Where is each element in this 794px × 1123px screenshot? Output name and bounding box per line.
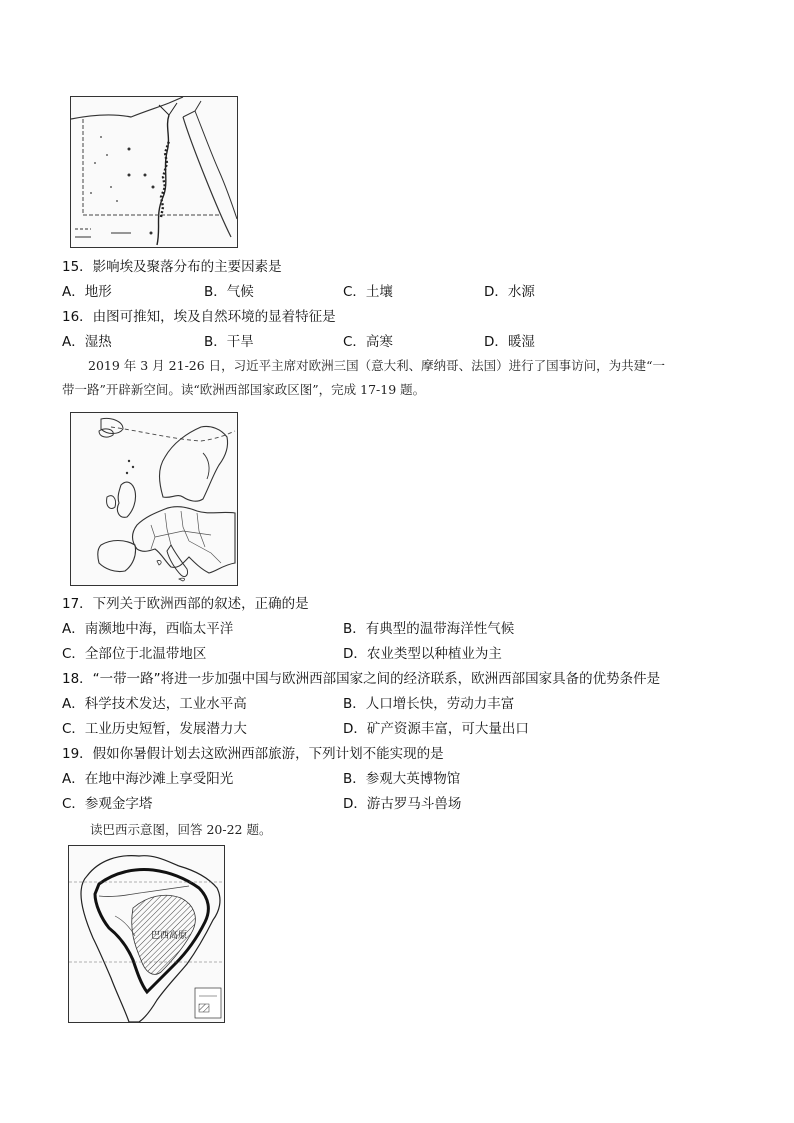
question-17-option-a: A．南濒地中海，西临太平洋 (62, 621, 234, 637)
brazil-map-figure (69, 846, 224, 1022)
question-16-option-a: A．湿热 (62, 334, 112, 350)
question-18-option-c: C．工业历史短暂，发展潜力大 (62, 721, 247, 737)
brazil-highland-label: 巴西高原 (151, 931, 188, 941)
question-17-option-c: C．全部位于北温带地区 (62, 646, 207, 662)
question-15-stem: 15．影响埃及聚落分布的主要因素是 (62, 259, 282, 275)
egypt-map-figure (71, 97, 237, 247)
question-19-stem: 19．假如你暑假计划去这欧洲西部旅游，下列计划不能实现的是 (62, 746, 444, 762)
question-15-option-a: A．地形 (62, 284, 112, 300)
question-17-stem: 17．下列关于欧洲西部的叙述，正确的是 (62, 596, 309, 612)
question-19-option-c: C．参观金字塔 (62, 796, 153, 812)
intro-17-19-line-1: 2019 年 3 月 21-26 日，习近平主席对欧洲三国（意大利、摩纳哥、法国）进行了国事访问，为共建“一 (88, 358, 666, 373)
question-19-option-a: A．在地中海沙滩上享受阳光 (62, 771, 234, 787)
intro-17-19-line-2: 带一路”开辟新空间。读“欧洲西部国家政区图”，完成 17-19 题。 (62, 382, 426, 397)
question-16-option-b: B．干旱 (204, 334, 254, 350)
question-16-stem: 16．由图可推知，埃及自然环境的显着特征是 (62, 309, 336, 325)
question-17-option-b: B．有典型的温带海洋性气候 (343, 621, 515, 637)
question-16-option-c: C．高寒 (343, 334, 393, 350)
question-18-option-d: D．矿产资源丰富，可大量出口 (343, 721, 529, 737)
question-15-option-b: B．气候 (204, 284, 254, 300)
question-18-stem: 18．“一带一路”将进一步加强中国与欧洲西部国家之间的经济联系，欧洲西部国家具备的优势条件是 (62, 671, 661, 687)
europe-map-figure (71, 413, 237, 585)
question-16-option-d: D．暖湿 (484, 334, 535, 350)
question-15-option-c: C．土壤 (343, 284, 393, 300)
question-19-option-b: B．参观大英博物馆 (343, 771, 461, 787)
question-15-option-d: D．水源 (484, 284, 535, 300)
europe-map (70, 412, 238, 586)
brazil-map (68, 845, 225, 1023)
question-19-option-d: D．游古罗马斗兽场 (343, 796, 462, 812)
question-17-option-d: D．农业类型以种植业为主 (343, 646, 502, 662)
egypt-map (70, 96, 238, 248)
intro-20-22: 读巴西示意图，回答 20-22 题。 (90, 822, 272, 837)
question-18-option-b: B．人口增长快，劳动力丰富 (343, 696, 515, 712)
question-18-option-a: A．科学技术发达，工业水平高 (62, 696, 247, 712)
